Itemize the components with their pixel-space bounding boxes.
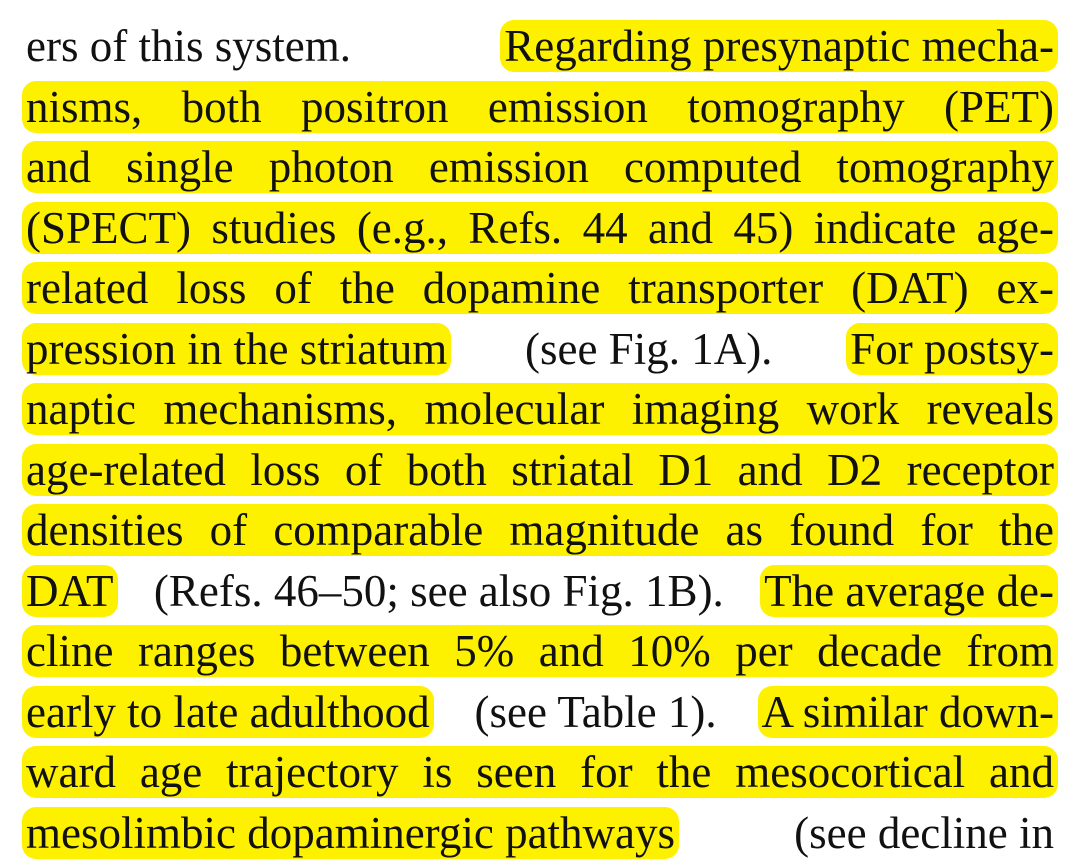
highlighted-text: mesolimbic dopaminergic pathways: [22, 807, 679, 859]
text-line-content: [22, 383, 1058, 435]
highlighted-text: densities of comparable magnitude as found for the: [22, 504, 1058, 556]
text-line: [0, 440, 1080, 501]
highlighted-text: nisms, both positron emission tomography (PET): [22, 81, 1058, 133]
text-line: [0, 621, 1080, 682]
highlighted-text: A similar down-: [758, 686, 1058, 738]
text-line: [0, 198, 1080, 259]
text-line-content: [22, 141, 1058, 193]
text-line-content: [22, 565, 1058, 617]
text-line-content: [22, 323, 1058, 375]
text-line: [0, 379, 1080, 440]
highlighted-text: DAT: [22, 565, 118, 617]
highlighted-text: cline ranges between 5% and 10% per decade from: [22, 625, 1058, 677]
highlighted-text: pression in the striatum: [22, 323, 451, 375]
highlighted-text: age-related loss of both striatal D1 and D2 receptor: [22, 444, 1058, 496]
body-text: ers of this system.: [26, 21, 351, 72]
text-line: [0, 319, 1080, 380]
text-line: [0, 16, 1080, 77]
text-line: [0, 682, 1080, 743]
highlighted-text: naptic mechanisms, molecular imaging work reveals: [22, 383, 1058, 435]
text-line-content: [22, 20, 1058, 72]
highlighted-text: and single photon emission computed tomography: [22, 141, 1058, 193]
highlighted-text: The average de-: [760, 565, 1058, 617]
text-line: [0, 742, 1080, 803]
highlighted-text: (SPECT) studies (e.g., Refs. 44 and 45) indicate age-: [22, 202, 1058, 254]
highlighted-text: related loss of the dopamine transporter (DAT) ex-: [22, 262, 1058, 314]
text-line: [0, 561, 1080, 622]
text-line-content: [22, 262, 1058, 314]
text-line: [0, 77, 1080, 138]
text-line-content: [22, 81, 1058, 133]
highlighted-text: early to late adulthood: [22, 686, 434, 738]
body-text: (Refs. 46–50; see also Fig. 1B).: [153, 565, 724, 616]
text-line-content: [22, 504, 1058, 556]
body-text: (see Fig. 1A).: [524, 323, 773, 374]
text-line: [0, 803, 1080, 860]
text-line-content: [22, 202, 1058, 254]
highlighted-text: Regarding presynaptic mecha-: [500, 20, 1058, 72]
text-line-content: [22, 746, 1058, 798]
text-line-content: [22, 625, 1058, 677]
text-line-content: [22, 686, 1058, 738]
text-body: [0, 16, 1080, 860]
text-line: [0, 258, 1080, 319]
highlighted-text: For postsy-: [846, 323, 1058, 375]
text-line-content: [22, 807, 1058, 859]
text-line: [0, 500, 1080, 561]
body-text: (see decline in: [794, 807, 1054, 858]
text-line-content: [22, 444, 1058, 496]
text-line: [0, 137, 1080, 198]
body-text: (see Table 1).: [474, 686, 717, 737]
highlighted-text: ward age trajectory is seen for the mesocortical and: [22, 746, 1058, 798]
